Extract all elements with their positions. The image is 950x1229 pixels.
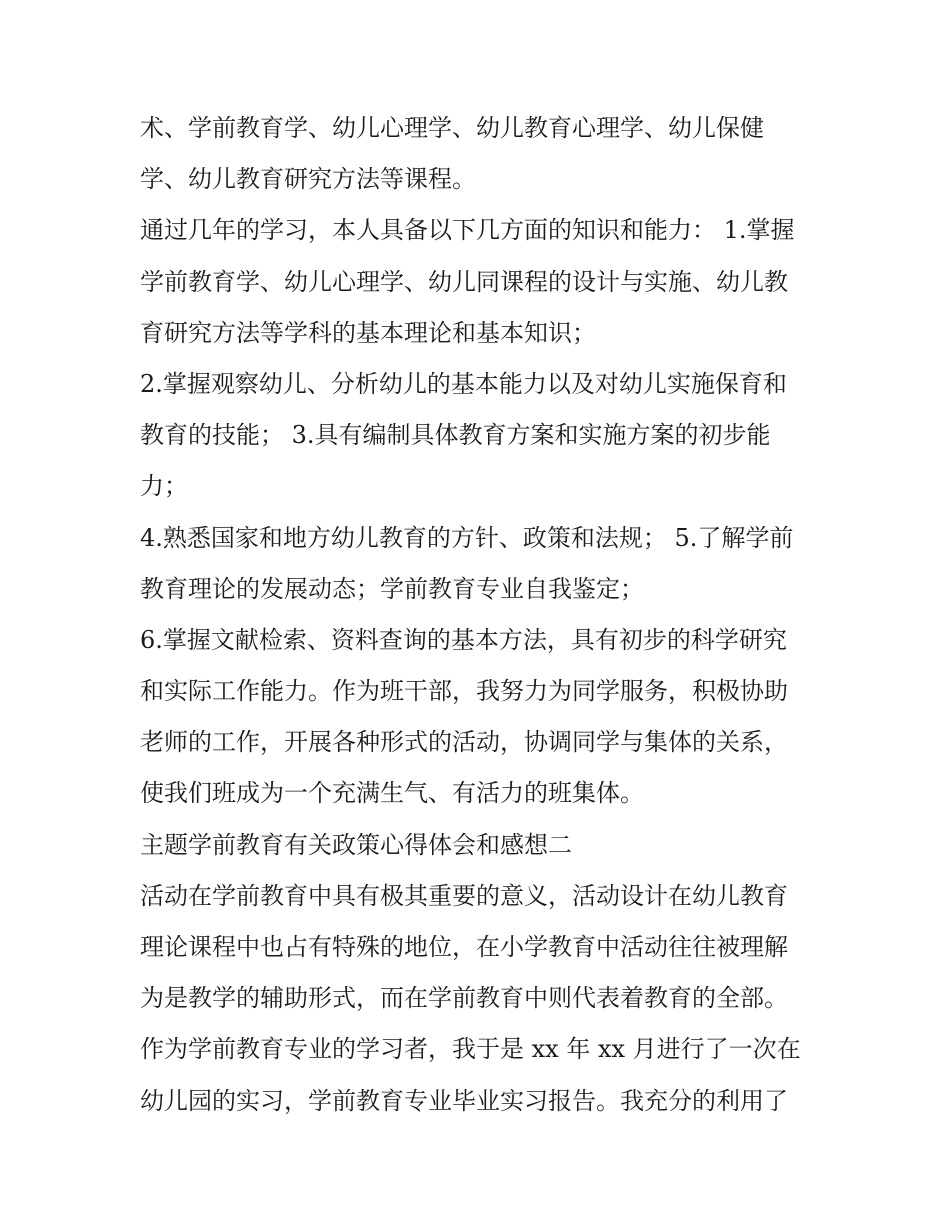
text-line: 使我们班成为一个充满生气、有活力的班集体。: [140, 779, 644, 808]
text-line: 教育理论的发展动态；学前教育专业自我鉴定；: [140, 574, 644, 603]
text-line: 和实际工作能力。作为班干部，我努力为同学服务，积极协助: [140, 677, 788, 706]
text-line: 学前教育学、幼儿心理学、幼儿同课程的设计与实施、幼儿教: [140, 267, 788, 296]
text-line: 为是教学的辅助形式，而在学前教育中则代表着教育的全部。: [140, 984, 788, 1013]
text-line: 2.掌握观察幼儿、分析幼儿的基本能力以及对幼儿实施保育和: [140, 369, 787, 398]
text-line: 理论课程中也占有特殊的地位，在小学教育中活动往往被理解: [140, 933, 788, 961]
text-line: 6.掌握文献检索、资料查询的基本方法，具有初步的科学研究: [140, 625, 787, 654]
text-line: 老师的工作，开展各种形式的活动，协调同学与集体的关系，: [140, 728, 788, 757]
document-body: [140, 103, 820, 1127]
text-line: 4.熟悉国家和地方幼儿教育的方针、政策和法规； 5.了解学前: [140, 523, 794, 552]
text-line: 作为学前教育专业的学习者，我于是 xx 年 xx 月进行了一次在: [140, 1035, 801, 1064]
text-line: 教育的技能； 3.具有编制具体教育方案和实施方案的初步能: [140, 421, 771, 450]
text-line: 幼儿园的实习，学前教育专业毕业实习报告。我充分的利用了: [140, 1086, 788, 1115]
section-heading: 主题学前教育有关政策心得体会和感想二: [140, 830, 572, 859]
text-line: 术、学前教育学、幼儿心理学、幼儿教育心理学、幼儿保健: [140, 114, 764, 142]
text-line: 育研究方法等学科的基本理论和基本知识；: [140, 318, 596, 347]
text-line: 力；: [140, 472, 188, 501]
text-line: 学、幼儿教育研究方法等课程。: [140, 165, 476, 194]
text-line: 通过几年的学习，本人具备以下几方面的知识和能力： 1.掌握: [140, 216, 795, 245]
text-line: 活动在学前教育中具有极其重要的意义，活动设计在幼儿教育: [140, 881, 788, 910]
